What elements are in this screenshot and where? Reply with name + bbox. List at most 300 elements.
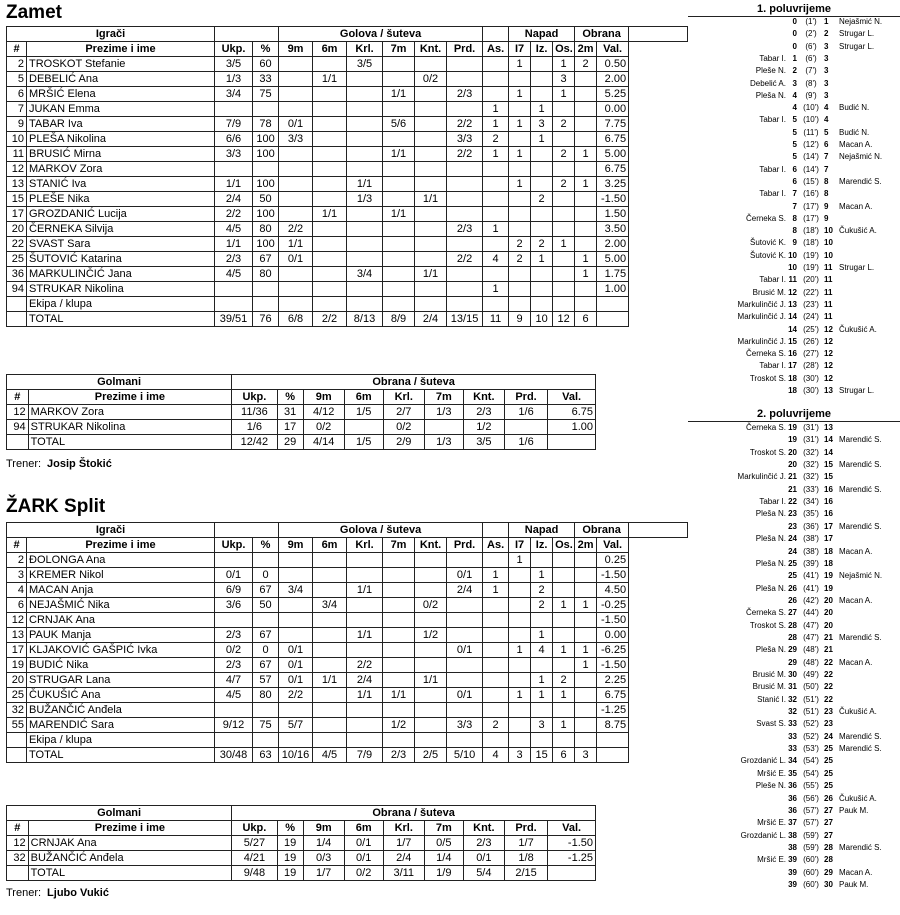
- pbp-event: [688, 460, 900, 470]
- away-score: 10: [824, 250, 833, 260]
- team-title-zark: ŽARK Split: [6, 496, 106, 517]
- table-cell: 50: [253, 598, 279, 613]
- column-header: Prezime i ime: [28, 821, 232, 836]
- table-cell: [575, 132, 597, 147]
- table-cell: 1/3: [215, 72, 253, 87]
- table-cell: Ekipa / klupa: [27, 297, 215, 312]
- table-cell: 13/15: [447, 312, 483, 327]
- table-cell: 3/3: [215, 147, 253, 162]
- table-cell: 80: [253, 267, 279, 282]
- table-cell: 94: [7, 282, 27, 297]
- table-row: [7, 703, 688, 718]
- table-cell: KREMER Nikol: [27, 568, 215, 583]
- table-cell: 10/16: [279, 748, 313, 763]
- home-score: 14: [788, 324, 797, 334]
- table-cell: 1/2: [383, 718, 415, 733]
- table-cell: [383, 102, 415, 117]
- table-cell: 9: [7, 117, 27, 132]
- home-score: 29: [788, 657, 797, 667]
- table-row: [7, 162, 688, 177]
- table-cell: [447, 207, 483, 222]
- table-cell: [447, 628, 483, 643]
- home-score: 14: [788, 312, 797, 322]
- home-score: 6: [792, 164, 797, 174]
- table-cell: 1/1: [415, 192, 447, 207]
- table-cell: JUKAN Emma: [27, 102, 215, 117]
- table-cell: [7, 297, 27, 312]
- table-cell: 6: [553, 748, 575, 763]
- minute: (53'): [803, 744, 819, 754]
- pbp-event: [688, 435, 900, 445]
- table-cell: [383, 628, 415, 643]
- table-cell: 2/3: [463, 836, 504, 851]
- table-cell: [483, 658, 509, 673]
- pbp-event: [688, 251, 900, 261]
- minute: (31'): [803, 435, 819, 445]
- minute: (54'): [803, 768, 819, 778]
- away-scorer: Čukušić A.: [839, 324, 877, 334]
- table-cell: 2: [7, 57, 27, 72]
- table-cell: [415, 613, 447, 628]
- table-cell: [279, 297, 313, 312]
- pbp-event: [688, 880, 900, 890]
- table-cell: TOTAL: [28, 435, 232, 450]
- table-cell: 1/7: [504, 836, 547, 851]
- table-row: [7, 851, 596, 866]
- minute: (59'): [803, 842, 819, 852]
- pbp-event: [688, 386, 900, 396]
- table-cell: [531, 658, 553, 673]
- home-score: 1: [792, 53, 797, 63]
- table-cell: 2/3: [463, 405, 504, 420]
- home-scorer: Brusić M.: [752, 682, 786, 692]
- table-cell: 0/2: [383, 420, 424, 435]
- table-row: [7, 568, 688, 583]
- table-cell: [553, 207, 575, 222]
- table-cell: 100: [253, 237, 279, 252]
- table-cell: [531, 297, 553, 312]
- table-cell: 12: [7, 162, 27, 177]
- table-cell: 29: [277, 435, 303, 450]
- table-cell: 1: [553, 57, 575, 72]
- away-score: 11: [824, 275, 833, 285]
- minute: (51'): [803, 707, 819, 717]
- pbp-event: [688, 534, 900, 544]
- table-cell: 1: [553, 598, 575, 613]
- table-row: [7, 207, 688, 222]
- table-cell: [347, 282, 383, 297]
- away-score: 8: [824, 176, 829, 186]
- column-header: Prezime i ime: [28, 390, 232, 405]
- minute: (47'): [803, 632, 819, 642]
- group-header: Obrana: [575, 27, 629, 42]
- table-cell: [447, 177, 483, 192]
- table-cell: [447, 57, 483, 72]
- table-cell: 1: [531, 673, 553, 688]
- table-cell: 9: [509, 312, 531, 327]
- home-score: 15: [788, 336, 797, 346]
- table-cell: SVAST Sara: [27, 237, 215, 252]
- table-cell: [483, 598, 509, 613]
- table-cell: 1/1: [383, 147, 415, 162]
- table-cell: 13: [7, 177, 27, 192]
- away-score: 18: [824, 558, 833, 568]
- pbp-event: [688, 695, 900, 705]
- home-score: 36: [788, 781, 797, 791]
- minute: (34'): [803, 497, 819, 507]
- table-cell: [415, 132, 447, 147]
- table-cell: [483, 72, 509, 87]
- away-score: 20: [824, 595, 833, 605]
- minute: (50'): [803, 682, 819, 692]
- pbp-event: [688, 448, 900, 458]
- column-header: Krl.: [347, 42, 383, 57]
- away-scorer: Strugar L.: [839, 29, 875, 39]
- table-cell: [553, 553, 575, 568]
- column-header: Os.: [553, 538, 575, 553]
- table-cell: 2/5: [415, 748, 447, 763]
- table-cell: [313, 147, 347, 162]
- column-header: 9m: [303, 821, 344, 836]
- pbp-event: [688, 288, 900, 298]
- table-cell: 1/1: [415, 267, 447, 282]
- table-cell: [509, 718, 531, 733]
- away-score: 20: [824, 608, 833, 618]
- home-scorer: Šutović K.: [749, 250, 786, 260]
- table-cell: [313, 102, 347, 117]
- minute: (32'): [803, 460, 819, 470]
- table-cell: -1.25: [597, 703, 629, 718]
- table-cell: [347, 718, 383, 733]
- home-score: 24: [788, 534, 797, 544]
- away-scorer: Pauk M.: [839, 805, 869, 815]
- table-cell: 5/10: [447, 748, 483, 763]
- table-cell: [415, 688, 447, 703]
- table-cell: BUDIĆ Nika: [27, 658, 215, 673]
- table-cell: [553, 192, 575, 207]
- table-cell: 8/13: [347, 312, 383, 327]
- minute: (57'): [803, 818, 819, 828]
- table-cell: [279, 207, 313, 222]
- group-header-row: [7, 375, 596, 390]
- table-cell: 19: [7, 658, 27, 673]
- column-header-row: [7, 538, 688, 553]
- pbp-event: [688, 202, 900, 212]
- table-cell: [483, 237, 509, 252]
- table-cell: 1: [553, 688, 575, 703]
- home-score: 19: [788, 435, 797, 445]
- home-scorer: Pleša N.: [755, 90, 786, 100]
- pbp-event: [688, 165, 900, 175]
- table-row: [7, 102, 688, 117]
- table-cell: 1: [531, 132, 553, 147]
- pbp-event: [688, 361, 900, 371]
- home-scorer: Šutović K.: [749, 238, 786, 248]
- table-cell: 20: [7, 222, 27, 237]
- away-scorer: Nejašmić N.: [839, 571, 883, 581]
- table-cell: [415, 222, 447, 237]
- pbp-event: [688, 584, 900, 594]
- table-cell: [509, 267, 531, 282]
- table-cell: [313, 688, 347, 703]
- table-cell: MARENDIĆ Sara: [27, 718, 215, 733]
- table-cell: 1: [531, 102, 553, 117]
- pbp-event: [688, 79, 900, 89]
- table-cell: 76: [253, 312, 279, 327]
- group-header: Igrači: [7, 27, 215, 42]
- column-header: 9m: [303, 390, 344, 405]
- half2-title: 2. poluvrijeme: [757, 408, 831, 420]
- table-cell: [313, 282, 347, 297]
- table-cell: 0/2: [303, 420, 344, 435]
- table-cell: [347, 222, 383, 237]
- zark-coach: [6, 887, 109, 899]
- table-cell: 2: [509, 252, 531, 267]
- column-header: Knt.: [415, 42, 447, 57]
- minute: (19'): [803, 250, 819, 260]
- pbp-event: [688, 670, 900, 680]
- table-cell: 1: [575, 147, 597, 162]
- table-cell: [313, 222, 347, 237]
- table-cell: 0.25: [597, 553, 629, 568]
- minute: (60'): [803, 855, 819, 865]
- column-header-row: [7, 42, 688, 57]
- home-score: 26: [788, 595, 797, 605]
- table-cell: [253, 703, 279, 718]
- table-cell: 3/3: [447, 132, 483, 147]
- table-cell: 1/1: [415, 673, 447, 688]
- column-header-row: [7, 821, 596, 836]
- minute: (44'): [803, 608, 819, 618]
- table-cell: [347, 117, 383, 132]
- table-cell: [383, 267, 415, 282]
- away-score: 10: [824, 226, 833, 236]
- table-cell: [575, 207, 597, 222]
- table-cell: 2: [531, 583, 553, 598]
- away-score: 12: [824, 349, 833, 359]
- table-cell: 0/2: [415, 72, 447, 87]
- home-scorer: Mršić E.: [757, 818, 786, 828]
- table-cell: 17: [7, 207, 27, 222]
- table-cell: 12: [553, 312, 575, 327]
- table-cell: 5.00: [597, 147, 629, 162]
- away-score: 29: [824, 867, 833, 877]
- table-cell: [575, 162, 597, 177]
- table-cell: 1.75: [597, 267, 629, 282]
- table-cell: 9/48: [232, 866, 277, 881]
- home-scorer: Pleša N.: [755, 645, 786, 655]
- table-cell: [344, 420, 383, 435]
- minute: (28'): [803, 361, 819, 371]
- total-row: [7, 435, 596, 450]
- table-cell: 2: [531, 192, 553, 207]
- away-score: 17: [824, 534, 833, 544]
- table-cell: ČUKUŠIĆ Ana: [27, 688, 215, 703]
- table-cell: [7, 748, 27, 763]
- table-cell: [483, 733, 509, 748]
- table-cell: 5/27: [232, 836, 277, 851]
- minute: (6'): [805, 41, 817, 51]
- table-cell: 1/4: [303, 836, 344, 851]
- table-cell: 3/6: [215, 598, 253, 613]
- table-cell: [509, 703, 531, 718]
- table-cell: MARKOV Zora: [27, 162, 215, 177]
- table-cell: [347, 132, 383, 147]
- away-score: 13: [824, 386, 833, 395]
- away-score: 5: [824, 127, 829, 137]
- table-cell: 0/2: [215, 643, 253, 658]
- away-score: 19: [824, 571, 833, 581]
- table-cell: 25: [7, 688, 27, 703]
- minute: (23'): [803, 299, 819, 309]
- table-cell: 1/1: [347, 583, 383, 598]
- home-scorer: Tabar I.: [759, 361, 786, 371]
- table-cell: [483, 643, 509, 658]
- table-cell: [553, 613, 575, 628]
- away-score: 28: [824, 855, 833, 865]
- table-cell: STANIĆ Iva: [27, 177, 215, 192]
- table-cell: [347, 643, 383, 658]
- minute: (59'): [803, 830, 819, 840]
- group-header: Golova / šuteva: [279, 523, 483, 538]
- home-scorer: Markulinčić J.: [737, 336, 786, 346]
- table-row: [7, 628, 688, 643]
- away-score: 25: [824, 768, 833, 778]
- table-cell: 2/2: [313, 312, 347, 327]
- pbp-event: [688, 855, 900, 865]
- table-cell: 100: [253, 147, 279, 162]
- table-cell: [313, 237, 347, 252]
- table-cell: [313, 267, 347, 282]
- table-cell: [483, 688, 509, 703]
- table-cell: [483, 207, 509, 222]
- table-cell: [575, 703, 597, 718]
- away-score: 12: [824, 373, 833, 383]
- away-scorer: Čukušić A.: [839, 793, 877, 803]
- table-cell: [509, 162, 531, 177]
- table-cell: 1: [509, 117, 531, 132]
- table-cell: [253, 102, 279, 117]
- table-cell: 1/6: [232, 420, 277, 435]
- table-cell: Ekipa / klupa: [27, 733, 215, 748]
- pbp-event: [688, 263, 900, 273]
- column-header: 7m: [424, 390, 463, 405]
- home-scorer: Pleša N.: [755, 558, 786, 568]
- table-cell: [279, 568, 313, 583]
- table-cell: [531, 207, 553, 222]
- table-cell: 1/6: [504, 405, 547, 420]
- table-cell: [347, 598, 383, 613]
- home-scorer: Černeka S.: [745, 213, 786, 223]
- away-score: 12: [824, 336, 833, 346]
- table-cell: 1/1: [215, 237, 253, 252]
- table-cell: 1: [509, 643, 531, 658]
- table-cell: [415, 583, 447, 598]
- table-cell: [504, 420, 547, 435]
- table-cell: [509, 568, 531, 583]
- table-cell: 67: [253, 658, 279, 673]
- pbp-event: [688, 596, 900, 606]
- column-header: Krl.: [383, 821, 424, 836]
- home-score: 7: [792, 189, 797, 199]
- home-score: 37: [788, 818, 797, 828]
- table-cell: [415, 282, 447, 297]
- table-cell: [313, 553, 347, 568]
- group-header: [629, 27, 688, 42]
- table-cell: [575, 568, 597, 583]
- table-cell: [279, 267, 313, 282]
- table-cell: 20: [7, 673, 27, 688]
- home-scorer: Grozdanić L.: [740, 756, 786, 766]
- home-score: 25: [788, 558, 797, 568]
- table-cell: [575, 117, 597, 132]
- table-cell: 7/9: [215, 117, 253, 132]
- table-cell: 67: [253, 252, 279, 267]
- play-by-play: [688, 0, 900, 915]
- home-score: 28: [788, 620, 797, 630]
- table-cell: [313, 192, 347, 207]
- table-cell: [415, 733, 447, 748]
- table-row: [7, 237, 688, 252]
- table-cell: [347, 147, 383, 162]
- table-cell: [415, 207, 447, 222]
- minute: (15'): [803, 176, 819, 186]
- table-cell: 75: [253, 718, 279, 733]
- table-cell: 6.75: [548, 405, 596, 420]
- away-score: 22: [824, 694, 833, 704]
- away-score: 7: [824, 164, 829, 174]
- home-score: 8: [792, 213, 797, 223]
- table-cell: 0/5: [424, 836, 463, 851]
- table-cell: [597, 297, 629, 312]
- away-score: 23: [824, 719, 833, 729]
- table-cell: [553, 583, 575, 598]
- minute: (19'): [803, 263, 819, 272]
- half1-title: 1. poluvrijeme: [757, 3, 831, 15]
- column-header: Prd.: [504, 390, 547, 405]
- table-cell: [531, 613, 553, 628]
- table-cell: CRNJAK Ana: [27, 613, 215, 628]
- table-cell: 2/2: [279, 688, 313, 703]
- away-score: 11: [824, 299, 833, 309]
- table-cell: [415, 252, 447, 267]
- minute: (11'): [803, 127, 819, 137]
- pbp-event: [688, 633, 900, 643]
- table-cell: [531, 87, 553, 102]
- table-cell: [415, 102, 447, 117]
- column-header: As.: [483, 538, 509, 553]
- table-cell: [383, 177, 415, 192]
- table-cell: 1/2: [415, 628, 447, 643]
- table-cell: 11/36: [232, 405, 277, 420]
- table-cell: [313, 132, 347, 147]
- away-scorer: Macan A.: [839, 595, 873, 605]
- home-score: 39: [788, 855, 797, 865]
- column-header: Val.: [597, 538, 629, 553]
- pbp-event: [688, 374, 900, 384]
- pbp-event: [688, 658, 900, 668]
- table-row: [7, 72, 688, 87]
- table-cell: 4: [531, 643, 553, 658]
- minute: (32'): [803, 472, 819, 482]
- table-cell: [548, 435, 596, 450]
- table-cell: [279, 192, 313, 207]
- table-cell: 2/4: [347, 673, 383, 688]
- home-score: 9: [792, 238, 797, 248]
- away-score: 12: [824, 324, 833, 334]
- table-cell: [509, 132, 531, 147]
- table-row: [7, 613, 688, 628]
